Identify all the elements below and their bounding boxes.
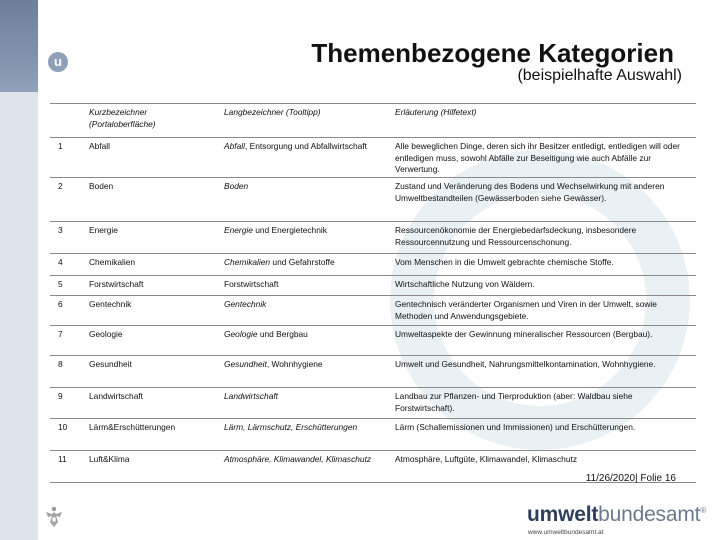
row-long-italic: Boden	[224, 181, 249, 191]
sidebar-top-block	[0, 0, 38, 92]
row-long-regular: und Energietechnik	[252, 225, 327, 235]
row-desc: Wirtschaftliche Nutzung von Wäldern.	[391, 276, 696, 296]
row-num: 4	[50, 254, 85, 276]
row-num: 11	[50, 451, 85, 483]
row-desc: Umwelt und Gesundheit, Nahrungsmittelkontamination, Wohnhygiene.	[391, 356, 696, 388]
row-desc: Atmosphäre, Luftgüte, Klimawandel, Klimaschutz	[391, 451, 696, 483]
header-num	[50, 104, 85, 138]
row-long-regular: und Gefahrstoffe	[270, 257, 335, 267]
row-long-regular: und Bergbau	[257, 329, 308, 339]
row-long	[220, 222, 391, 254]
row-desc: Ressourcenökonomie der Energiebedarfsdeckung, insbesondere Ressourcennutzung und Ressourcenschonung.	[391, 222, 696, 254]
row-short: Luft&Klima	[85, 451, 220, 483]
row-num: 1	[50, 138, 85, 178]
row-num: 10	[50, 419, 85, 451]
row-short: Energie	[85, 222, 220, 254]
slide-subtitle: (beispielhafte Auswahl)	[517, 67, 682, 84]
row-long	[220, 276, 391, 296]
university-logo-icon: u	[48, 52, 68, 72]
row-short: Chemikalien	[85, 254, 220, 276]
brand-url: www.umweltbundesamt.at	[528, 529, 604, 536]
row-desc: Umweltaspekte der Gewinnung mineralischer Ressourcen (Bergbau).	[391, 326, 696, 356]
brand-bold-part: umwelt	[527, 503, 599, 526]
brand-registered-mark: ®	[700, 506, 706, 515]
header-short: Kurzbezeichner (Portaloberfläche)	[85, 104, 220, 138]
row-long	[220, 388, 391, 419]
row-long-italic: Energie	[224, 225, 253, 235]
row-long-italic: Lärm, Lärmschutz, Erschütterungen	[224, 422, 358, 432]
row-desc: Alle beweglichen Dinge, deren sich ihr Besitzer entledigt, entledigen will oder entledigen muss, sowohl Abfälle zur Beseitigung wie auch Abfälle zur Verwertung.	[391, 138, 696, 178]
row-short: Lärm&Erschütterungen	[85, 419, 220, 451]
row-long-italic: Landwirtschaft	[224, 391, 278, 401]
table-row	[50, 419, 696, 451]
row-long	[220, 451, 391, 483]
row-long	[220, 178, 391, 222]
row-num: 8	[50, 356, 85, 388]
brand-light-part: bundesamt	[598, 503, 701, 526]
row-desc: Landbau zur Pflanzen- und Tierproduktion (aber: Waldbau siehe Forstwirtschaft).	[391, 388, 696, 419]
table-row	[50, 356, 696, 388]
row-long-italic: Gesundheit	[224, 359, 267, 369]
row-long-italic: Chemikalien	[224, 257, 271, 267]
row-long	[220, 326, 391, 356]
row-num: 2	[50, 178, 85, 222]
row-desc: Zustand und Veränderung des Bodens und Wechselwirkung mit anderen Umweltbestandteilen (Gewässerboden siehe Gewässer).	[391, 178, 696, 222]
row-num: 3	[50, 222, 85, 254]
table-row	[50, 276, 696, 296]
header-desc: Erläuterung (Hilfetext)	[391, 104, 696, 138]
row-short: Boden	[85, 178, 220, 222]
row-long-italic: Atmosphäre, Klimawandel, Klimaschutz	[224, 454, 372, 464]
header-long: Langbezeichner (Tooltipp)	[220, 104, 391, 138]
table-row	[50, 254, 696, 276]
row-short: Forstwirtschaft	[85, 276, 220, 296]
table-row	[50, 296, 696, 326]
row-short: Geologie	[85, 326, 220, 356]
table-row	[50, 222, 696, 254]
row-short: Gentechnik	[85, 296, 220, 326]
row-long-regular: , Entsorgung und Abfallwirtschaft	[244, 141, 367, 151]
row-num: 5	[50, 276, 85, 296]
row-long-italic: Gentechnik	[224, 299, 267, 309]
brand-logo	[527, 503, 706, 527]
slide-title: Themenbezogene Kategorien	[311, 38, 674, 68]
footer-date: 11/26/2020| Folie 16	[585, 473, 676, 484]
row-num: 9	[50, 388, 85, 419]
table-row	[50, 326, 696, 356]
row-short: Landwirtschaft	[85, 388, 220, 419]
table-row	[50, 388, 696, 419]
row-long	[220, 296, 391, 326]
table-row	[50, 178, 696, 222]
row-long-italic: Abfall	[224, 141, 245, 151]
row-desc: Vom Menschen in die Umwelt gebrachte chemische Stoffe.	[391, 254, 696, 276]
row-desc: Lärm (Schallemissionen und Immissionen) und Erschütterungen.	[391, 419, 696, 451]
categories-table	[50, 103, 696, 483]
row-long	[220, 254, 391, 276]
row-long-regular: , Wohnhygiene	[266, 359, 323, 369]
row-long	[220, 356, 391, 388]
row-long	[220, 138, 391, 178]
austrian-eagle-icon	[44, 505, 64, 529]
row-num: 7	[50, 326, 85, 356]
row-short: Gesundheit	[85, 356, 220, 388]
row-long	[220, 419, 391, 451]
table-header-row	[50, 104, 696, 138]
row-desc: Gentechnisch veränderter Organismen und Viren in der Umwelt, sowie Methoden und Anwendungsgebiete.	[391, 296, 696, 326]
row-long-italic: Geologie	[224, 329, 258, 339]
row-short: Abfall	[85, 138, 220, 178]
table-row	[50, 138, 696, 178]
row-long-regular: Forstwirtschaft	[224, 279, 279, 289]
row-num: 6	[50, 296, 85, 326]
